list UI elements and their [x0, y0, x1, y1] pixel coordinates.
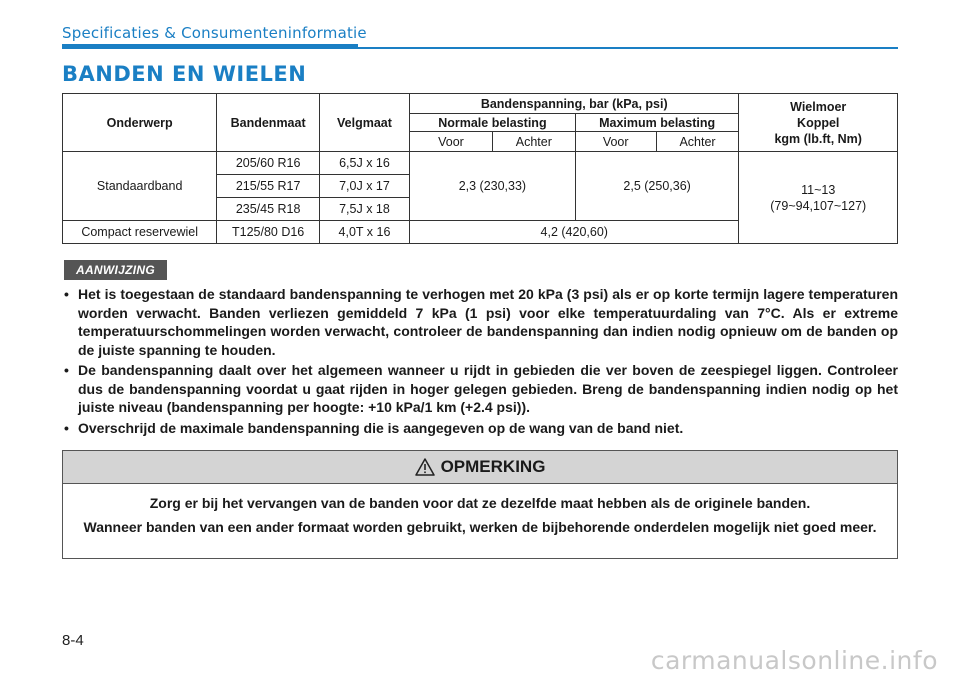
header-front-max: Voor: [575, 132, 656, 152]
header-tire-pressure: Bandenspanning, bar (kPa, psi): [410, 94, 739, 114]
header-wheel-nut-line-3: kgm (lb.ft, Nm): [774, 131, 862, 146]
section-title: Specificaties & Consumenteninformatie: [62, 24, 367, 42]
list-item: [62, 419, 898, 438]
tire-size-cell: 235/45 R18: [217, 198, 320, 221]
watermark: carmanualsonline.info: [650, 646, 938, 675]
bullet-icon: •: [64, 362, 69, 378]
torque-value-line-1: 11~13: [801, 182, 836, 197]
rim-size-cell: 7,5J x 18: [319, 198, 409, 221]
table-row: [63, 152, 898, 175]
header-wheel-nut-torque: [739, 94, 898, 152]
header-tire-size: Bandenmaat: [217, 94, 320, 152]
compact-rim-size: 4,0T x 16: [319, 221, 409, 244]
wheel-nut-torque-value: [739, 152, 898, 244]
standard-tire-label: Standaardband: [63, 152, 217, 221]
caution-header: [63, 451, 897, 484]
bullet-icon: •: [64, 286, 69, 302]
header-max-load: Maximum belasting: [575, 114, 739, 132]
note-text: Het is toegestaan de standaard bandenspanning te verhogen met 20 kPa (3 psi) als er op korte termijn lagere temperaturen worden verwacht. Banden verliezen gemiddeld 7 kPa (1 psi) voor elke temperatuurdaling van 7°C. Als er extreme temperatuurschommelingen worden verwacht, controleer de bandenspanning dan indien nodig opnieuw om de banden op de juiste spanning te houden.: [78, 286, 898, 358]
header-wheel-nut-line-2: Koppel: [797, 115, 840, 130]
standard-normal-pressure: 2,3 (230,33): [410, 152, 576, 221]
header-rim-size: Velgmaat: [319, 94, 409, 152]
header-wheel-nut-line-1: Wielmoer: [790, 99, 847, 114]
list-item: [62, 285, 898, 359]
note-text: Overschrijd de maximale bandenspanning die is aangegeven op de wang van de band niet.: [78, 419, 684, 436]
section-header: [62, 24, 898, 50]
warning-triangle-icon: [415, 458, 435, 476]
standard-max-pressure: 2,5 (250,36): [575, 152, 739, 221]
caution-line: Zorg er bij het vervangen van de banden voor dat ze dezelfde maat hebben als de originele banden.: [149, 495, 811, 511]
caution-title: OPMERKING: [440, 457, 546, 476]
tire-spec-table: [62, 93, 898, 244]
compact-pressure: 4,2 (420,60): [410, 221, 739, 244]
header-rule-thick: [62, 44, 358, 49]
list-item: [62, 361, 898, 417]
page-title: BANDEN EN WIELEN: [62, 62, 307, 86]
note-badge: AANWIJZING: [64, 260, 167, 280]
note-text: De bandenspanning daalt over het algemeen wanneer u rijdt in gebieden die ver boven de zeespiegel liggen. Controleer dus de bandenspanning voordat u gaat rijden in hoger gelegen gebieden. Breng de bandenspanning indien nodig op het juiste niveau (bandenspanning per hoogte: +10 kPa/1 km (+2.4 psi)).: [78, 362, 898, 415]
tire-size-cell: 215/55 R17: [217, 175, 320, 198]
caution-line: Wanneer banden van een ander formaat worden gebruikt, werken de bijbehorende onderdelen mogelijk niet goed meer.: [83, 519, 877, 535]
bullet-icon: •: [64, 419, 69, 436]
rim-size-cell: 7,0J x 17: [319, 175, 409, 198]
compact-spare-label: Compact reservewiel: [63, 221, 217, 244]
rim-size-cell: 6,5J x 16: [319, 152, 409, 175]
header-normal-load: Normale belasting: [410, 114, 576, 132]
header-rear-normal: Achter: [492, 132, 575, 152]
header-rule-thin: [358, 47, 898, 49]
header-rear-max: Achter: [656, 132, 739, 152]
tire-size-cell: 205/60 R16: [217, 152, 320, 175]
caution-body: [63, 484, 897, 536]
torque-value-line-2: (79~94,107~127): [770, 198, 867, 213]
header-subject: Onderwerp: [63, 94, 217, 152]
header-front-normal: Voor: [410, 132, 493, 152]
note-list: [62, 285, 898, 439]
page-number: 8-4: [62, 632, 84, 649]
compact-tire-size: T125/80 D16: [217, 221, 320, 244]
caution-box: [62, 450, 898, 559]
